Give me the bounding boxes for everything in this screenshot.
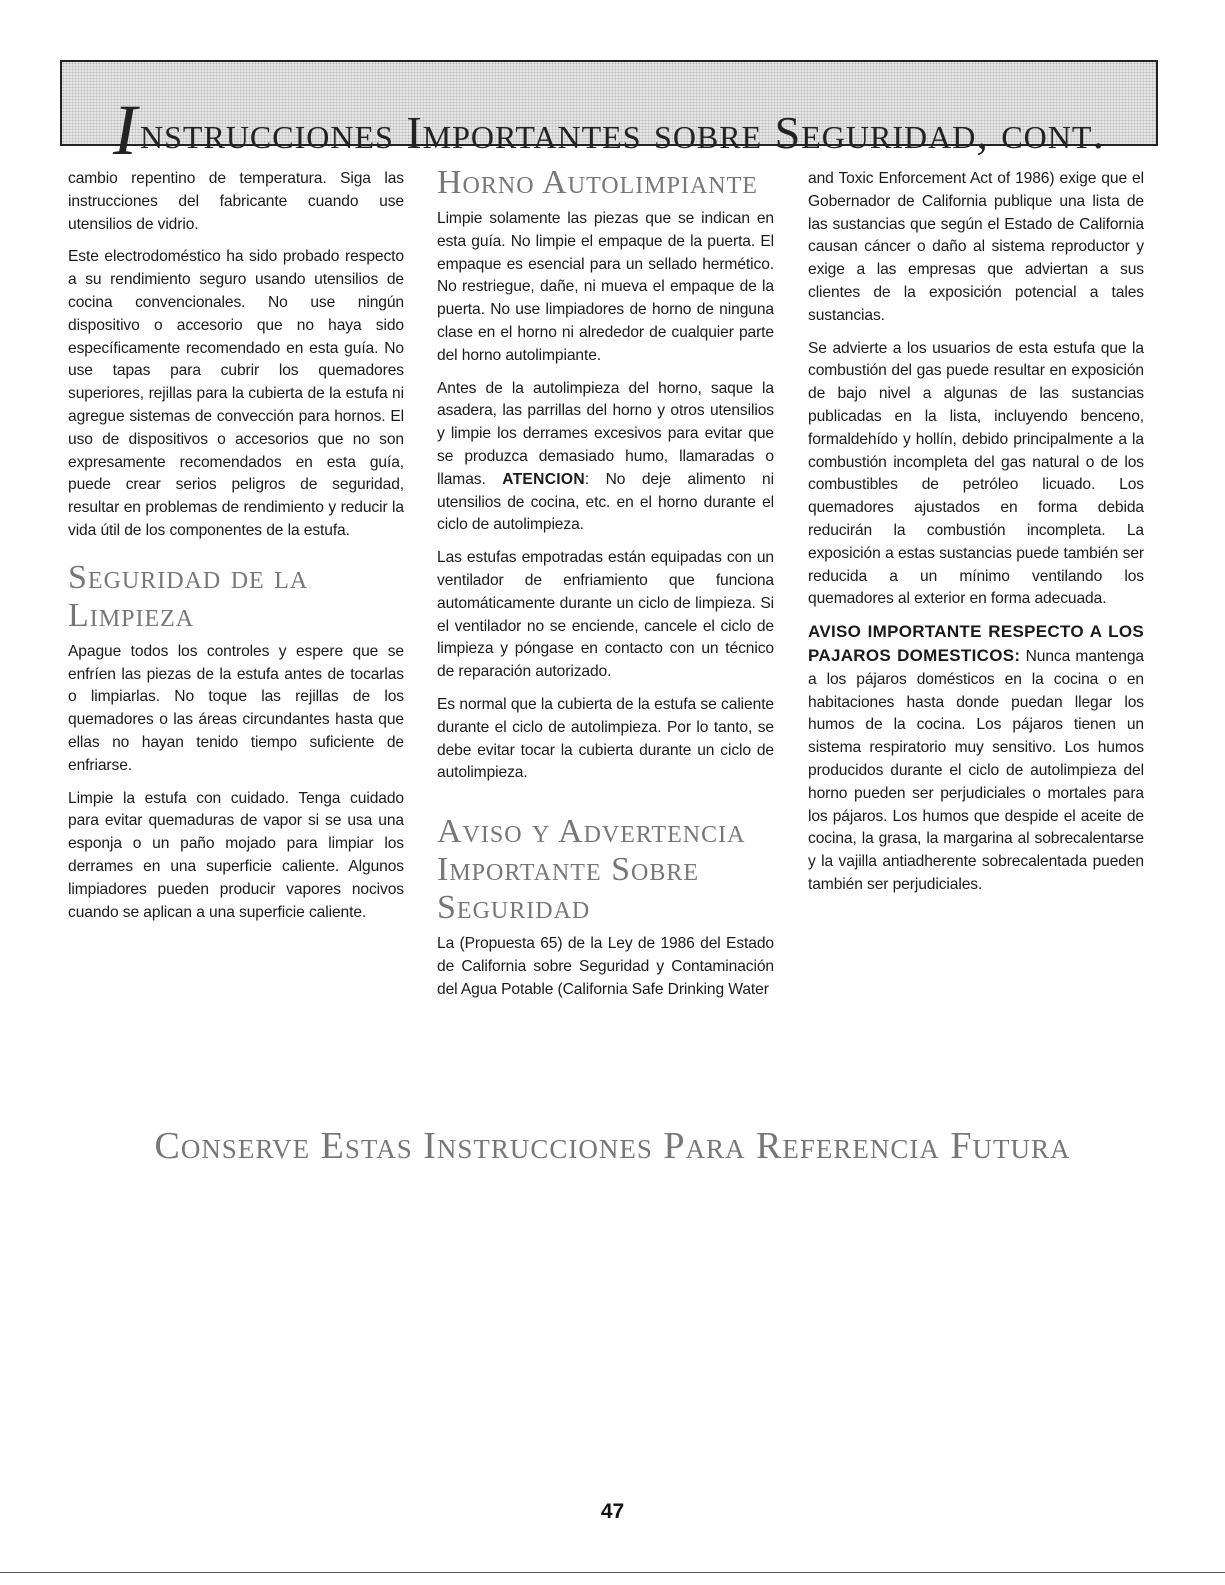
paragraph-text: Antes de la autolimpieza del horno, saque la asadera, las parrillas del horno y otros utensilios y limpie los derrames excesivos para evitar que se produzca demasiado humo, llamaradas o llamas. xyxy=(437,379,774,488)
title-text: nstrucciones Importantes sobre Seguridad, cont. xyxy=(140,107,1105,158)
paragraph: Limpie solamente las piezas que se indican en esta guía. No limpie el empaque de la puerta. El empaque es esencial para un sellado hermético. No restriegue, dañe, ni mueva el empaque de la puerta. No use limpiadores de horno de ninguna clase en el horno ni alrededor de cualquier parte del horno autolimpiante. xyxy=(437,210,774,364)
page-number: 47 xyxy=(600,1500,625,1523)
paragraph xyxy=(437,378,774,538)
paragraph: La (Propuesta 65) de la Ley de 1986 del Estado de California sobre Seguridad y Contaminación del Agua Potable (California Safe Drinking Water xyxy=(437,935,774,998)
paragraph: and Toxic Enforcement Act of 1986) exige que el Gobernador de California publique una lista de las sustancias que según el Estado de California causan cáncer o daño al sistema reproductor y exige a las empresas que adviertan a sus clientes de la exposición potencial a tales sustancias. xyxy=(808,170,1144,324)
section-heading-safety-warning: Aviso y Advertencia Importante Sobre Seguridad xyxy=(437,813,746,927)
attention-label: ATENCION xyxy=(502,470,585,488)
column-left xyxy=(68,168,404,934)
paragraph: Se advierte a los usuarios de esta estufa que la combustión del gas puede resultar en exposición de bajo nivel a algunas de las sustancias publicadas en la lista, incluyendo benceno, formaldehído y hollín, debido principalmente a la combustión incompleta del gas natural o de los combustibles de petróleo licuado. Los quemadores ajustados en forma debida reducirán la combustión incompleta. La exposición a estas sustancias puede también ser reducida a un mínimo ventilando los quemadores al exterior en forma adecuada. xyxy=(808,339,1144,608)
save-instructions-note: Conserve Estas Instrucciones Para Referencia Futura xyxy=(154,1125,1071,1167)
paragraph: Apague todos los controles y espere que se enfríen las piezas de la estufa antes de tocarlas o limpiarlas. No toque las rejillas de los quemadores o las áreas circundantes hasta que ellas no hayan tenido tiempo suficiente de enfriarse. xyxy=(68,642,404,774)
bottom-divider xyxy=(0,1572,1225,1573)
section-heading-cleaning-safety: Seguridad de la Limpieza xyxy=(68,558,309,634)
page-header-banner xyxy=(60,60,1158,170)
paragraph: Limpie la estufa con cuidado. Tenga cuidado para evitar quemaduras de vapor si se usa una esponja o un paño mojado para limpiar los derrames en una superficie caliente. Algunos limpiadores pueden producir vapores nocivos cuando se aplican a una superficie caliente. xyxy=(68,789,404,921)
page-title xyxy=(62,88,1156,170)
title-initial: I xyxy=(113,90,139,170)
paragraph xyxy=(808,621,1144,897)
column-middle xyxy=(437,164,774,1012)
pet-bird-warning-label: AVISO IMPORTANTE RESPECTO A LOS PAJAROS DOMESTICOS: xyxy=(808,622,1144,665)
paragraph: Es normal que la cubierta de la estufa se caliente durante el ciclo de autolimpieza. Por lo tanto, se debe evitar tocar la cubierta durante un ciclo de autolimpieza. xyxy=(437,695,774,782)
paragraph-text: : No deje alimento ni utensilios de cocina, etc. en el horno durante el ciclo de autolimpieza. xyxy=(437,470,774,534)
paragraph: cambio repentino de temperatura. Siga las instrucciones del fabricante cuando use utensilios de vidrio. xyxy=(68,170,404,233)
section-heading-self-cleaning-oven: Horno Autolimpiante xyxy=(437,164,758,201)
paragraph: Las estufas empotradas están equipadas con un ventilador de enfriamiento que funciona automáticamente durante un ciclo de limpieza. Si el ventilador no se enciende, cancele el ciclo de limpieza y póngase en contacto con un técnico de reparación autorizado. xyxy=(437,549,774,681)
paragraph-text: Nunca mantenga a los pájaros domésticos en la cocina o en habitaciones hasta donde puedan llegar los humos de la cocina. Los pájaros tienen un sistema respiratorio muy sensitivo. Los humos producidos durante el ciclo de autolimpieza del horno pueden ser perjudiciales o mortales para los pájaros. Los humos que despide el aceite de cocina, la grasa, la margarina al sobrecalentarse y la vajilla antiadherente sobrecalentada pueden también ser perjudiciales. xyxy=(808,647,1144,893)
column-right xyxy=(808,168,1144,907)
paragraph: Este electrodoméstico ha sido probado respecto a su rendimiento seguro usando utensilios de cocina convencionales. No use ningún dispositivo o accesorio que no haya sido específicamente recomendado en esta guía. No use tapas para cubrir los quemadores superiores, rejillas para la cubierta de la estufa ni agregue sistemas de convección para hornos. El uso de dispositivos o accesorios que no son expresamente recomendados en esta guía, puede crear serios peligros de seguridad, resultar en problemas de rendimiento y reducir la vida útil de los componentes de la estufa. xyxy=(68,248,404,539)
